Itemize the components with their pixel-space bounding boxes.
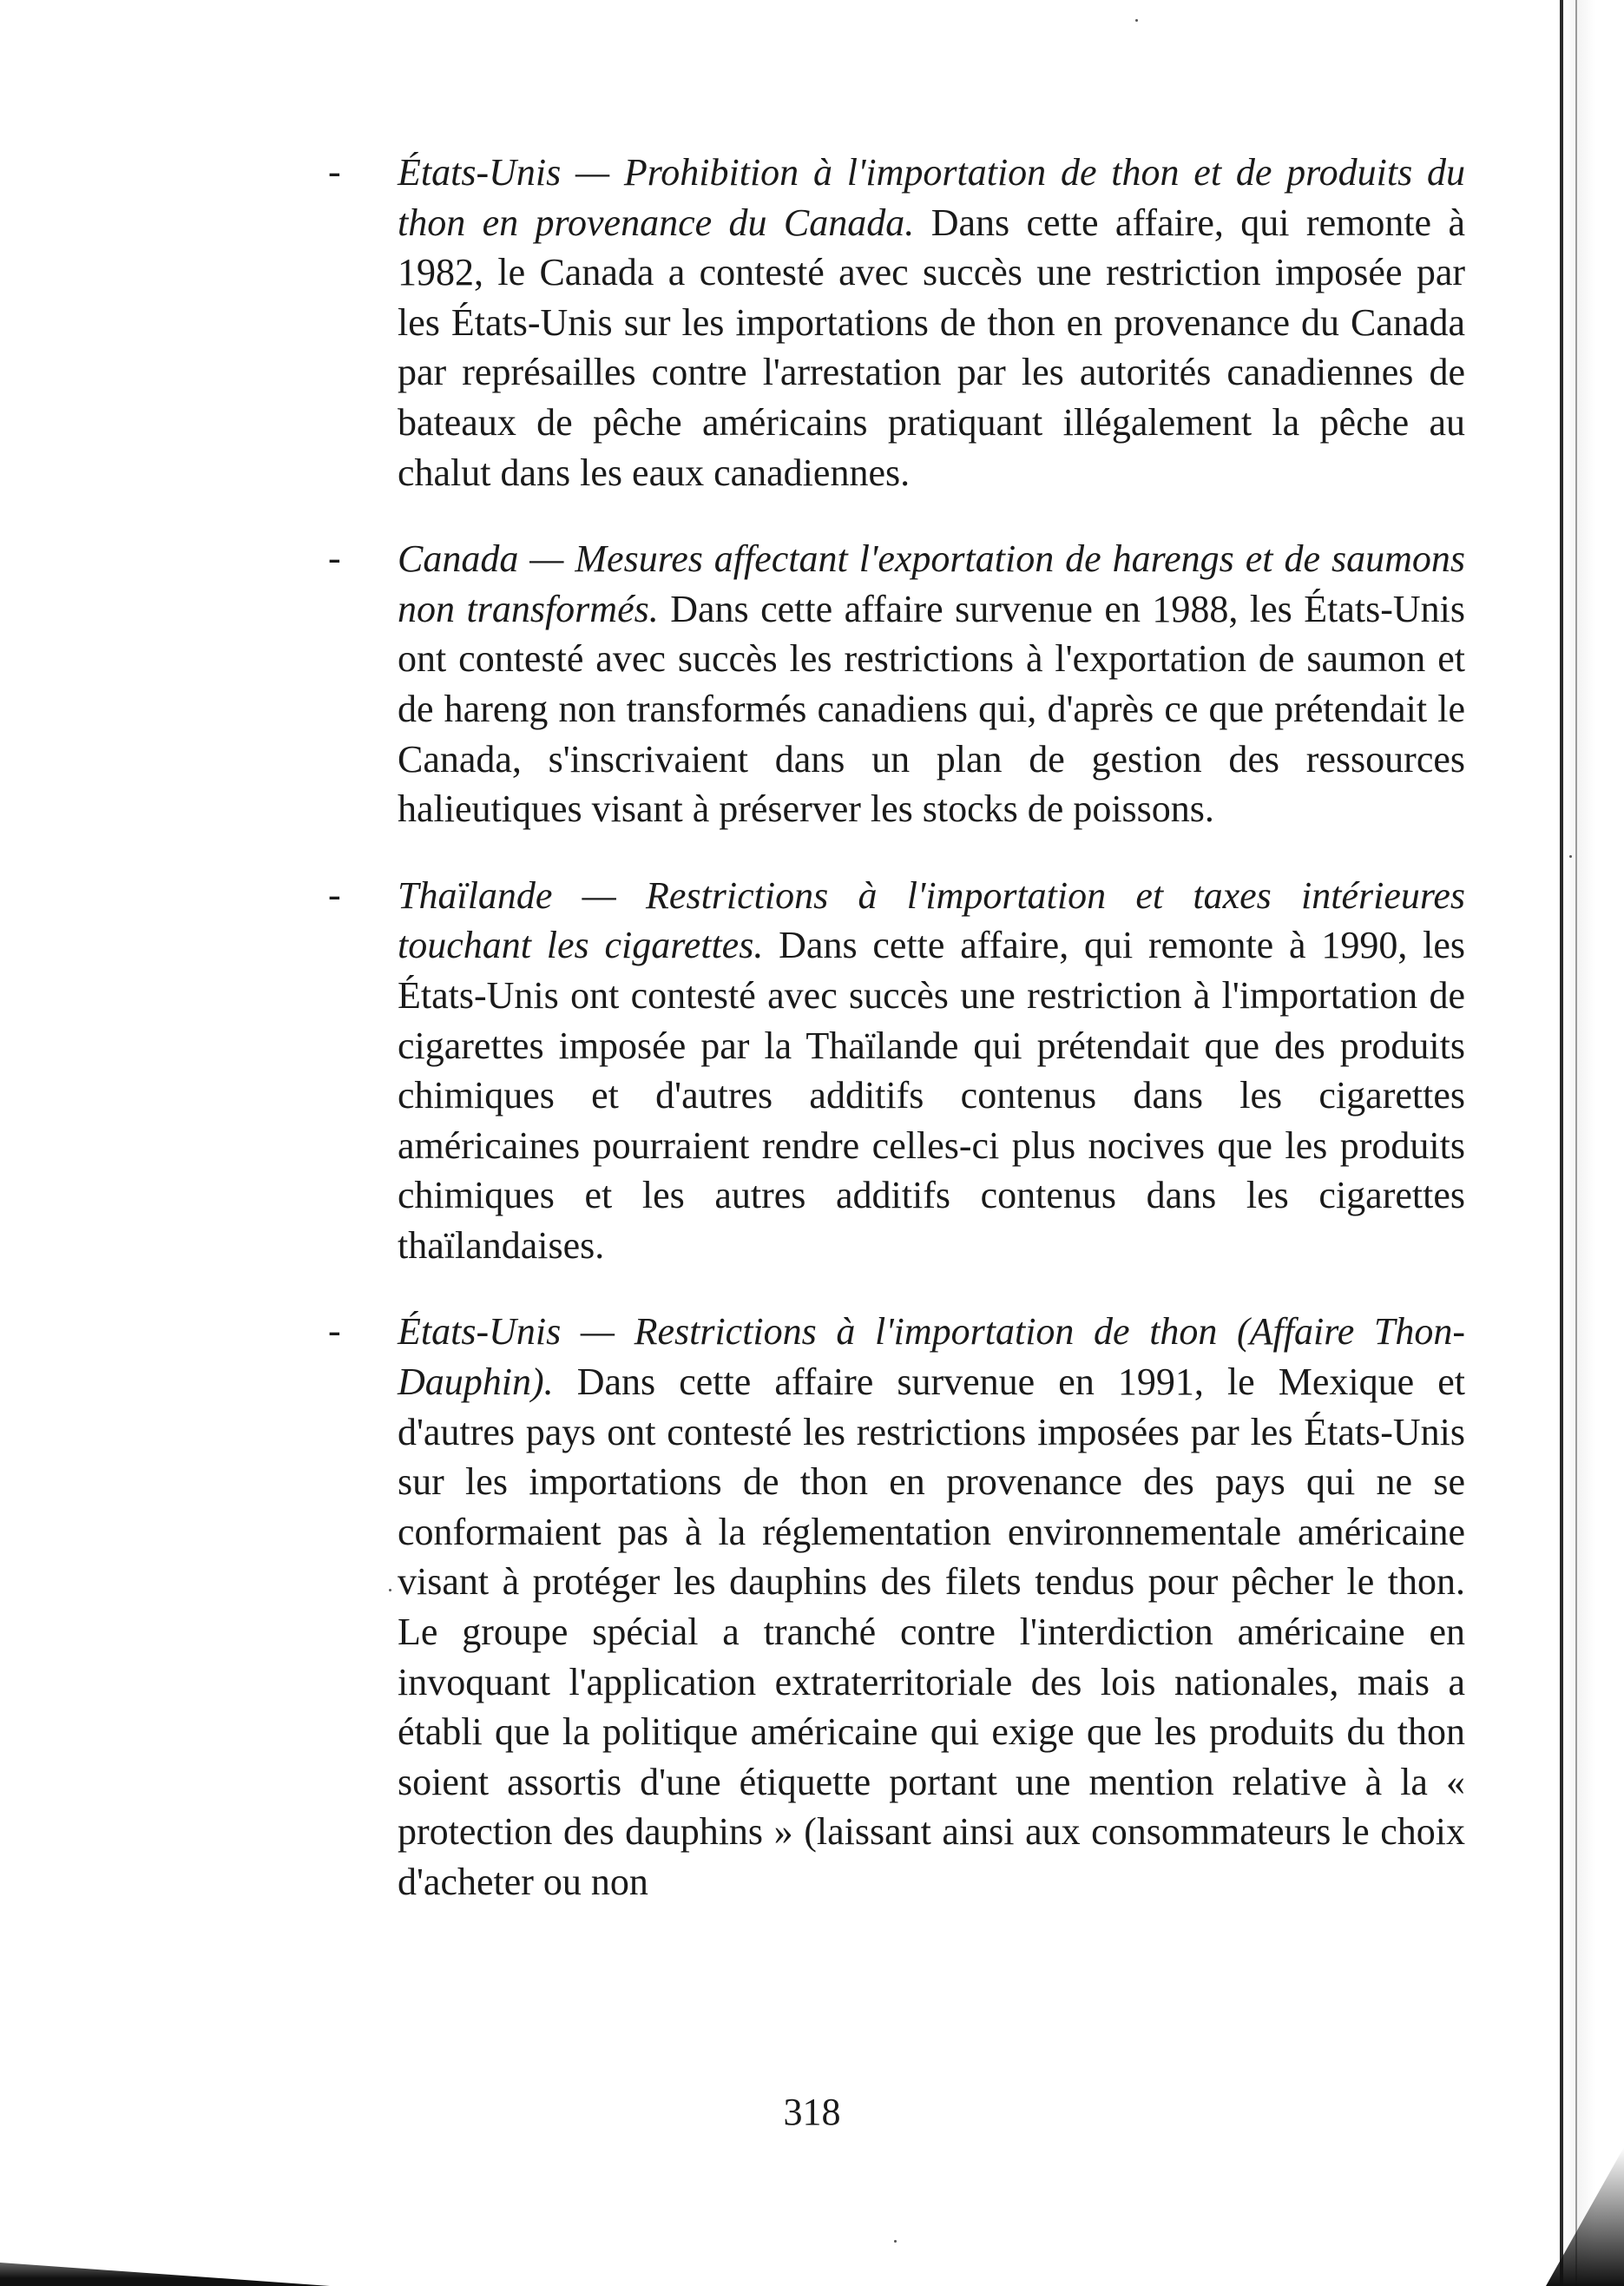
list-bullet: - (328, 1309, 341, 1353)
list-bullet: - (328, 873, 341, 916)
case-description: Dans cette affaire, qui remonte à 1990, les États-Unis ont contesté avec succès une restriction à l'importation de cigarettes imposée par la Thaïlande qui prétendait que des produits chimiques et d'autres additifs contenus dans les cigarettes américaines pourraient rendre celles-ci plus nocives que les produits chimiques et les autres additifs contenus dans les cigarettes thaïlandaises. (398, 924, 1466, 1267)
case-entry-text (398, 1307, 1465, 1907)
case-entry (330, 534, 1476, 834)
scan-speck (894, 2240, 897, 2243)
case-entry (330, 1307, 1476, 1907)
case-title: États-Unis — Prohibition à l'importation de thon et de produits du thon en provenance du Canada. (398, 151, 1465, 244)
scan-speck (1569, 855, 1572, 858)
case-entry-text (398, 871, 1465, 1271)
case-title: États-Unis — Restrictions à l'importation de thon (Affaire Thon-Dauphin). (398, 1310, 1465, 1404)
case-entry-text (398, 534, 1465, 834)
binding-rule (1560, 0, 1563, 2286)
list-bullet: - (328, 537, 341, 580)
page-number: 318 (783, 2091, 841, 2133)
case-entry (330, 871, 1476, 1271)
case-description: Dans cette affaire survenue en 1988, les États-Unis ont contesté avec succès les restrictions à l'exportation de saumon et de hareng non transformés canadiens qui, d'après ce que prétendait le Canada, s'inscrivaient dans un plan de gestion des ressources halieutiques visant à préserver les stocks de poissons. (398, 587, 1466, 831)
case-description: Dans cette affaire survenue en 1991, le Mexique et d'autres pays ont contesté les restrictions imposées par les États-Unis sur les importations de thon en provenance des pays qui ne se conformaient pas à la réglementation environnementale américaine visant à protéger les dauphins des filets tendus pour pêcher le thon. Le groupe spécial a tranché contre l'interdiction américaine en invoquant l'application extraterritoriale des lois nationales, mais a établi que la politique américaine qui exige que les produits du thon soient assortis d'une étiquette portant une mention relative à la « protection des dauphins » (laissant ainsi aux consommateurs le choix d'acheter ou non (398, 1360, 1466, 1903)
case-title: Thaïlande — Restrictions à l'importation et taxes intérieures touchant les cigarettes. (398, 873, 1465, 967)
scan-speck (1135, 19, 1138, 22)
scan-binding-edge (1560, 0, 1624, 2286)
case-description: Dans cette affaire, qui remonte à 1982, le Canada a contesté avec succès une restriction imposée par les États-Unis sur les importations de thon en provenance du Canada par représailles contre l'arrestation par les autorités canadiennes de bateaux de pêche américains pratiquant illégalement la pêche au chalut dans les eaux canadiennes. (398, 201, 1466, 494)
binding-rule-inner (1575, 0, 1577, 2286)
document-body (330, 148, 1476, 1944)
case-title: Canada — Mesures affectant l'exportation de harengs et de saumons non transformés. (398, 537, 1465, 630)
case-entry-text (398, 148, 1465, 497)
case-entry (330, 148, 1476, 497)
list-bullet: - (328, 150, 341, 193)
scan-shadow-bottom-left (0, 2234, 330, 2286)
